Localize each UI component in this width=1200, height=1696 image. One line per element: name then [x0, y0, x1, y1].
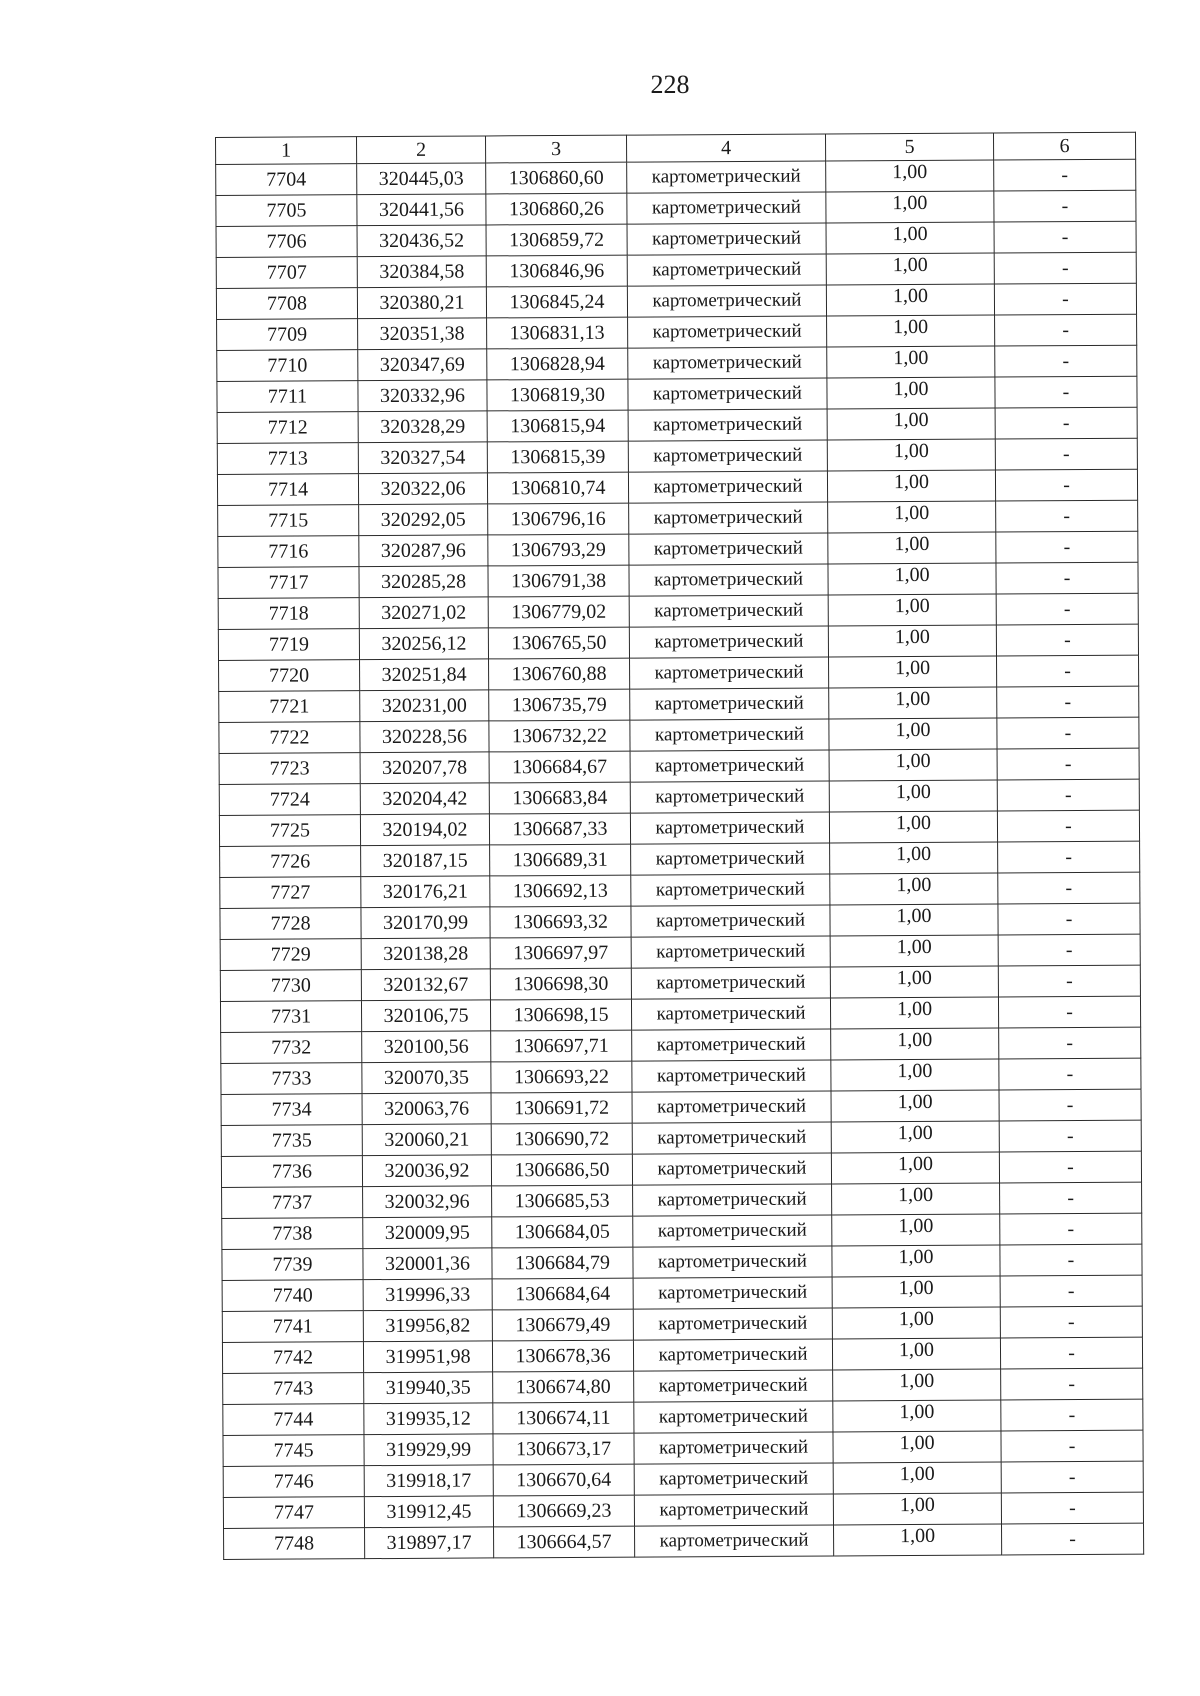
- header-cell-2: 2: [357, 136, 486, 164]
- cell-y-coordinate: 1306793,29: [488, 534, 629, 566]
- cell-note: -: [994, 159, 1136, 191]
- cell-x-coordinate: 319912,45: [364, 1496, 493, 1528]
- cell-y-coordinate: 1306860,60: [486, 162, 627, 194]
- cell-x-coordinate: 319951,98: [363, 1341, 492, 1373]
- cell-accuracy: 1,00: [828, 532, 996, 564]
- table-body: [216, 159, 1144, 1559]
- cell-note: -: [1000, 1337, 1142, 1369]
- cell-x-coordinate: 320251,84: [360, 659, 489, 691]
- cell-y-coordinate: 1306693,22: [491, 1061, 632, 1093]
- cell-x-coordinate: 320441,56: [357, 194, 486, 226]
- cell-accuracy: 1,00: [828, 563, 996, 595]
- cell-accuracy: 1,00: [828, 594, 996, 626]
- cell-method: картометрический: [634, 1494, 833, 1526]
- cell-point-number: 7735: [221, 1125, 362, 1157]
- cell-note: -: [995, 469, 1137, 501]
- cell-point-number: 7734: [221, 1094, 362, 1126]
- cell-x-coordinate: 320070,35: [362, 1062, 491, 1094]
- cell-point-number: 7745: [223, 1435, 364, 1467]
- cell-point-number: 7722: [219, 722, 360, 754]
- cell-y-coordinate: 1306846,96: [486, 255, 627, 287]
- cell-accuracy: 1,00: [829, 749, 997, 781]
- header-cell-4: 4: [626, 134, 825, 162]
- cell-point-number: 7741: [222, 1311, 363, 1343]
- cell-y-coordinate: 1306674,80: [493, 1371, 634, 1403]
- cell-point-number: 7730: [220, 970, 361, 1002]
- cell-x-coordinate: 320060,21: [362, 1124, 491, 1156]
- cell-note: -: [1000, 1244, 1142, 1276]
- cell-x-coordinate: 320436,52: [357, 225, 486, 257]
- cell-y-coordinate: 1306815,94: [487, 410, 628, 442]
- cell-x-coordinate: 319935,12: [364, 1403, 493, 1435]
- cell-accuracy: 1,00: [827, 408, 995, 440]
- cell-y-coordinate: 1306684,67: [489, 751, 630, 783]
- cell-point-number: 7720: [219, 660, 360, 692]
- cell-method: картометрический: [630, 781, 829, 813]
- cell-x-coordinate: 320231,00: [360, 690, 489, 722]
- cell-accuracy: 1,00: [833, 1493, 1001, 1525]
- cell-x-coordinate: 320351,38: [358, 318, 487, 350]
- cell-x-coordinate: 320001,36: [363, 1248, 492, 1280]
- cell-point-number: 7744: [223, 1404, 364, 1436]
- cell-y-coordinate: 1306684,79: [492, 1247, 633, 1279]
- cell-note: -: [998, 965, 1140, 997]
- cell-note: -: [996, 624, 1138, 656]
- cell-accuracy: 1,00: [831, 1152, 999, 1184]
- cell-point-number: 7704: [216, 164, 357, 196]
- cell-x-coordinate: 320384,58: [357, 256, 486, 288]
- cell-accuracy: 1,00: [829, 718, 997, 750]
- cell-point-number: 7739: [222, 1249, 363, 1281]
- cell-note: -: [999, 1089, 1141, 1121]
- cell-accuracy: 1,00: [829, 656, 997, 688]
- cell-method: картометрический: [627, 285, 826, 317]
- cell-note: -: [1000, 1275, 1142, 1307]
- cell-note: -: [998, 996, 1140, 1028]
- cell-method: картометрический: [628, 378, 827, 410]
- page-number: 228: [650, 70, 690, 99]
- cell-method: картометрический: [630, 719, 829, 751]
- cell-note: -: [1001, 1492, 1143, 1524]
- cell-y-coordinate: 1306796,16: [488, 503, 629, 535]
- cell-method: картометрический: [630, 812, 829, 844]
- cell-accuracy: 1,00: [833, 1369, 1001, 1401]
- cell-point-number: 7746: [223, 1466, 364, 1498]
- cell-x-coordinate: 320228,56: [360, 721, 489, 753]
- cell-point-number: 7708: [216, 288, 357, 320]
- cell-method: картометрический: [630, 657, 829, 689]
- cell-point-number: 7706: [216, 226, 357, 258]
- cell-point-number: 7710: [217, 350, 358, 382]
- cell-x-coordinate: 320009,95: [363, 1217, 492, 1249]
- cell-x-coordinate: 320132,67: [361, 969, 490, 1001]
- cell-point-number: 7727: [220, 877, 361, 909]
- cell-y-coordinate: 1306810,74: [487, 472, 628, 504]
- cell-note: -: [997, 748, 1139, 780]
- cell-accuracy: 1,00: [827, 470, 995, 502]
- cell-y-coordinate: 1306815,39: [487, 441, 628, 473]
- cell-note: -: [998, 841, 1140, 873]
- cell-accuracy: 1,00: [828, 501, 996, 533]
- cell-method: картометрический: [629, 626, 828, 658]
- cell-point-number: 7705: [216, 195, 357, 227]
- cell-point-number: 7707: [216, 257, 357, 289]
- header-cell-5: 5: [825, 133, 993, 161]
- cell-x-coordinate: 320285,28: [359, 566, 488, 598]
- cell-accuracy: 1,00: [832, 1338, 1000, 1370]
- cell-note: -: [996, 562, 1138, 594]
- cell-y-coordinate: 1306689,31: [490, 844, 631, 876]
- cell-accuracy: 1,00: [833, 1431, 1001, 1463]
- cell-y-coordinate: 1306673,17: [493, 1433, 634, 1465]
- cell-note: -: [997, 717, 1139, 749]
- cell-method: картометрический: [628, 409, 827, 441]
- cell-x-coordinate: 320256,12: [359, 628, 488, 660]
- cell-y-coordinate: 1306670,64: [493, 1464, 634, 1496]
- cell-method: картометрический: [628, 347, 827, 379]
- cell-y-coordinate: 1306859,72: [486, 224, 627, 256]
- cell-method: картометрический: [629, 595, 828, 627]
- cell-y-coordinate: 1306697,97: [490, 937, 631, 969]
- cell-x-coordinate: 320138,28: [361, 938, 490, 970]
- cell-point-number: 7742: [222, 1342, 363, 1374]
- cell-note: -: [996, 593, 1138, 625]
- cell-note: -: [1001, 1399, 1143, 1431]
- cell-note: -: [997, 810, 1139, 842]
- cell-note: -: [998, 934, 1140, 966]
- cell-method: картометрический: [627, 254, 826, 286]
- cell-point-number: 7728: [220, 908, 361, 940]
- cell-method: картометрический: [633, 1184, 832, 1216]
- cell-accuracy: 1,00: [830, 873, 998, 905]
- cell-y-coordinate: 1306678,36: [492, 1340, 633, 1372]
- cell-method: картометрический: [627, 192, 826, 224]
- cell-point-number: 7717: [218, 567, 359, 599]
- cell-note: -: [1001, 1430, 1143, 1462]
- cell-method: картометрический: [633, 1215, 832, 1247]
- cell-accuracy: 1,00: [834, 1524, 1002, 1556]
- cell-accuracy: 1,00: [826, 284, 994, 316]
- cell-accuracy: 1,00: [832, 1214, 1000, 1246]
- cell-point-number: 7726: [220, 846, 361, 878]
- cell-accuracy: 1,00: [832, 1183, 1000, 1215]
- cell-accuracy: 1,00: [832, 1307, 1000, 1339]
- header-cell-3: 3: [485, 135, 626, 163]
- cell-note: -: [997, 655, 1139, 687]
- cell-accuracy: 1,00: [831, 1090, 999, 1122]
- cell-note: -: [995, 345, 1137, 377]
- cell-x-coordinate: 319996,33: [363, 1279, 492, 1311]
- cell-method: картометрический: [628, 471, 827, 503]
- cell-accuracy: 1,00: [829, 780, 997, 812]
- cell-method: картометрический: [628, 440, 827, 472]
- cell-method: картометрический: [627, 223, 826, 255]
- cell-note: -: [1000, 1306, 1142, 1338]
- cell-point-number: 7721: [219, 691, 360, 723]
- cell-method: картометрический: [633, 1339, 832, 1371]
- cell-x-coordinate: 320292,05: [359, 504, 488, 536]
- cell-y-coordinate: 1306819,30: [487, 379, 628, 411]
- cell-y-coordinate: 1306693,32: [490, 906, 631, 938]
- cell-point-number: 7740: [222, 1280, 363, 1312]
- cell-accuracy: 1,00: [833, 1462, 1001, 1494]
- cell-y-coordinate: 1306674,11: [493, 1402, 634, 1434]
- cell-y-coordinate: 1306691,72: [491, 1092, 632, 1124]
- cell-x-coordinate: 320176,21: [361, 876, 490, 908]
- cell-y-coordinate: 1306683,84: [489, 782, 630, 814]
- cell-x-coordinate: 319918,17: [364, 1465, 493, 1497]
- cell-point-number: 7718: [218, 598, 359, 630]
- cell-y-coordinate: 1306664,57: [494, 1526, 635, 1558]
- cell-x-coordinate: 320332,96: [358, 380, 487, 412]
- cell-method: картометрический: [631, 874, 830, 906]
- cell-point-number: 7725: [219, 815, 360, 847]
- cell-method: картометрический: [634, 1370, 833, 1402]
- cell-point-number: 7743: [223, 1373, 364, 1405]
- cell-accuracy: 1,00: [829, 811, 997, 843]
- cell-accuracy: 1,00: [826, 253, 994, 285]
- cell-note: -: [999, 1027, 1141, 1059]
- cell-x-coordinate: 320187,15: [361, 845, 490, 877]
- cell-y-coordinate: 1306698,15: [490, 999, 631, 1031]
- cell-accuracy: 1,00: [829, 687, 997, 719]
- cell-x-coordinate: 320036,92: [362, 1155, 491, 1187]
- cell-note: -: [1001, 1368, 1143, 1400]
- cell-method: картометрический: [634, 1401, 833, 1433]
- cell-y-coordinate: 1306860,26: [486, 193, 627, 225]
- cell-method: картометрический: [629, 533, 828, 565]
- cell-y-coordinate: 1306765,50: [488, 627, 629, 659]
- cell-y-coordinate: 1306669,23: [493, 1495, 634, 1527]
- cell-y-coordinate: 1306791,38: [488, 565, 629, 597]
- cell-note: -: [994, 252, 1136, 284]
- cell-point-number: 7712: [217, 412, 358, 444]
- cell-method: картометрический: [631, 936, 830, 968]
- cell-method: картометрический: [631, 967, 830, 999]
- cell-method: картометрический: [634, 1432, 833, 1464]
- cell-note: -: [994, 190, 1136, 222]
- cell-point-number: 7737: [222, 1187, 363, 1219]
- cell-point-number: 7738: [222, 1218, 363, 1250]
- cell-y-coordinate: 1306686,50: [491, 1154, 632, 1186]
- cell-x-coordinate: 320271,02: [359, 597, 488, 629]
- cell-point-number: 7719: [218, 629, 359, 661]
- cell-point-number: 7732: [221, 1032, 362, 1064]
- cell-accuracy: 1,00: [827, 439, 995, 471]
- cell-point-number: 7748: [224, 1528, 365, 1560]
- cell-method: картометрический: [632, 1153, 831, 1185]
- cell-x-coordinate: 320032,96: [363, 1186, 492, 1218]
- cell-x-coordinate: 320380,21: [357, 287, 486, 319]
- cell-note: -: [998, 872, 1140, 904]
- cell-y-coordinate: 1306698,30: [490, 968, 631, 1000]
- cell-accuracy: 1,00: [831, 1028, 999, 1060]
- cell-x-coordinate: 319897,17: [365, 1527, 494, 1559]
- cell-y-coordinate: 1306697,71: [491, 1030, 632, 1062]
- cell-x-coordinate: 319929,99: [364, 1434, 493, 1466]
- cell-x-coordinate: 320106,75: [361, 1000, 490, 1032]
- cell-x-coordinate: 320170,99: [361, 907, 490, 939]
- cell-x-coordinate: 320327,54: [358, 442, 487, 474]
- cell-y-coordinate: 1306831,13: [487, 317, 628, 349]
- cell-method: картометрический: [633, 1277, 832, 1309]
- cell-note: -: [995, 438, 1137, 470]
- cell-x-coordinate: 320207,78: [360, 752, 489, 784]
- cell-accuracy: 1,00: [827, 346, 995, 378]
- cell-x-coordinate: 319940,35: [364, 1372, 493, 1404]
- cell-accuracy: 1,00: [827, 315, 995, 347]
- cell-y-coordinate: 1306735,79: [489, 689, 630, 721]
- cell-method: картометрический: [628, 316, 827, 348]
- cell-y-coordinate: 1306690,72: [491, 1123, 632, 1155]
- cell-accuracy: 1,00: [832, 1245, 1000, 1277]
- cell-method: картометрический: [634, 1463, 833, 1495]
- cell-accuracy: 1,00: [830, 842, 998, 874]
- cell-point-number: 7713: [217, 443, 358, 475]
- cell-accuracy: 1,00: [831, 1059, 999, 1091]
- cell-note: -: [1001, 1461, 1143, 1493]
- cell-note: -: [997, 686, 1139, 718]
- cell-accuracy: 1,00: [826, 160, 994, 192]
- cell-y-coordinate: 1306828,94: [487, 348, 628, 380]
- cell-note: -: [997, 779, 1139, 811]
- cell-accuracy: 1,00: [831, 1121, 999, 1153]
- cell-method: картометрический: [630, 688, 829, 720]
- cell-y-coordinate: 1306732,22: [489, 720, 630, 752]
- cell-method: картометрический: [630, 750, 829, 782]
- table-row: [224, 1523, 1144, 1559]
- cell-y-coordinate: 1306845,24: [486, 286, 627, 318]
- cell-point-number: 7716: [218, 536, 359, 568]
- cell-note: -: [995, 314, 1137, 346]
- cell-method: картометрический: [631, 998, 830, 1030]
- cell-y-coordinate: 1306692,13: [490, 875, 631, 907]
- cell-note: -: [999, 1120, 1141, 1152]
- cell-y-coordinate: 1306684,05: [492, 1216, 633, 1248]
- cell-method: картометрический: [631, 905, 830, 937]
- cell-note: -: [999, 1151, 1141, 1183]
- cell-method: картометрический: [632, 1060, 831, 1092]
- cell-note: -: [1000, 1182, 1142, 1214]
- cell-note: -: [998, 903, 1140, 935]
- cell-accuracy: 1,00: [827, 377, 995, 409]
- cell-accuracy: 1,00: [830, 935, 998, 967]
- cell-y-coordinate: 1306679,49: [492, 1309, 633, 1341]
- cell-y-coordinate: 1306684,64: [492, 1278, 633, 1310]
- cell-method: картометрический: [632, 1122, 831, 1154]
- cell-y-coordinate: 1306685,53: [492, 1185, 633, 1217]
- cell-note: -: [994, 283, 1136, 315]
- cell-note: -: [996, 500, 1138, 532]
- cell-x-coordinate: 320445,03: [357, 163, 486, 195]
- cell-x-coordinate: 320322,06: [358, 473, 487, 505]
- cell-note: -: [995, 407, 1137, 439]
- cell-y-coordinate: 1306760,88: [489, 658, 630, 690]
- cell-x-coordinate: 320100,56: [362, 1031, 491, 1063]
- cell-point-number: 7731: [220, 1001, 361, 1033]
- cell-method: картометрический: [629, 564, 828, 596]
- cell-x-coordinate: 320328,29: [358, 411, 487, 443]
- cell-accuracy: 1,00: [826, 222, 994, 254]
- cell-method: картометрический: [633, 1246, 832, 1278]
- cell-accuracy: 1,00: [826, 191, 994, 223]
- cell-x-coordinate: 320194,02: [360, 814, 489, 846]
- cell-note: -: [994, 221, 1136, 253]
- cell-method: картометрический: [635, 1525, 834, 1557]
- cell-accuracy: 1,00: [833, 1400, 1001, 1432]
- cell-accuracy: 1,00: [830, 966, 998, 998]
- cell-method: картометрический: [633, 1308, 832, 1340]
- cell-point-number: 7733: [221, 1063, 362, 1095]
- cell-note: -: [1002, 1523, 1144, 1555]
- header-cell-6: 6: [993, 132, 1135, 160]
- cell-x-coordinate: 320063,76: [362, 1093, 491, 1125]
- header-cell-1: 1: [216, 137, 357, 165]
- cell-method: картометрический: [627, 161, 826, 193]
- cell-point-number: 7747: [223, 1497, 364, 1529]
- cell-point-number: 7724: [219, 784, 360, 816]
- cell-point-number: 7715: [218, 505, 359, 537]
- cell-note: -: [999, 1058, 1141, 1090]
- cell-x-coordinate: 320204,42: [360, 783, 489, 815]
- cell-y-coordinate: 1306687,33: [489, 813, 630, 845]
- cell-method: картометрический: [631, 843, 830, 875]
- cell-x-coordinate: 319956,82: [363, 1310, 492, 1342]
- coordinates-table: [215, 132, 1144, 1560]
- cell-note: -: [1000, 1213, 1142, 1245]
- cell-method: картометрический: [632, 1029, 831, 1061]
- cell-note: -: [995, 376, 1137, 408]
- cell-point-number: 7729: [220, 939, 361, 971]
- cell-accuracy: 1,00: [830, 904, 998, 936]
- cell-x-coordinate: 320347,69: [358, 349, 487, 381]
- cell-point-number: 7736: [221, 1156, 362, 1188]
- cell-point-number: 7723: [219, 753, 360, 785]
- cell-point-number: 7714: [217, 474, 358, 506]
- cell-accuracy: 1,00: [832, 1276, 1000, 1308]
- cell-y-coordinate: 1306779,02: [488, 596, 629, 628]
- cell-method: картометрический: [632, 1091, 831, 1123]
- cell-point-number: 7711: [217, 381, 358, 413]
- cell-point-number: 7709: [217, 319, 358, 351]
- cell-note: -: [996, 531, 1138, 563]
- cell-x-coordinate: 320287,96: [359, 535, 488, 567]
- cell-accuracy: 1,00: [830, 997, 998, 1029]
- cell-accuracy: 1,00: [828, 625, 996, 657]
- cell-method: картометрический: [629, 502, 828, 534]
